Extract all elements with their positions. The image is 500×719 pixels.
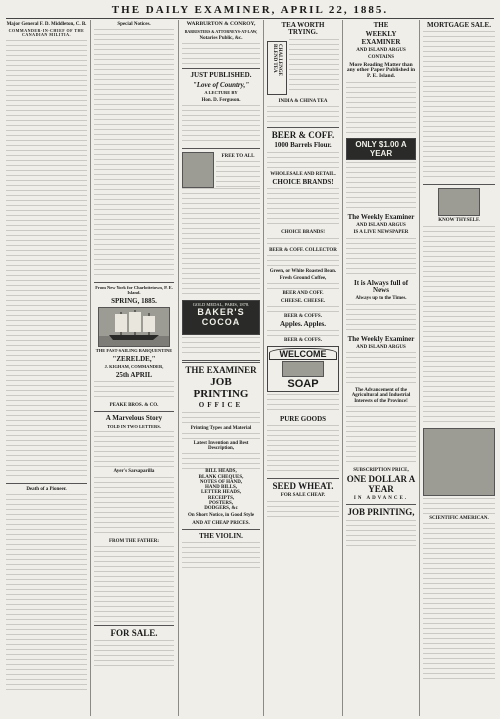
- col4-pure-goods: PURE GOODS: [279, 414, 327, 423]
- col2-story-heading: A Marvelous Story: [105, 414, 163, 423]
- col2-ship-sub: THE FAST-SAILING BARQUENTINE: [95, 348, 173, 354]
- job-list-item: RECEIPTS,: [207, 495, 235, 501]
- col5-the: THE: [373, 21, 389, 29]
- col5-full-of-news: It is Always full of News: [353, 278, 409, 295]
- cocoa-gold-medal: GOLD MEDAL, PARIS, 1878.: [192, 301, 250, 307]
- col3-firm-sub2: Notaries Public, &c.: [199, 35, 243, 41]
- column-5: [344, 20, 418, 716]
- column-2: [92, 20, 176, 716]
- col3-job-list: [182, 469, 260, 511]
- col5-job-printing: JOB PRINTING,: [347, 507, 415, 518]
- masthead: [6, 2, 494, 19]
- col6-mortgage: MORTGAGE SALE.: [427, 21, 491, 29]
- col6-scientific: SCIENTIFIC AMERICAN.: [429, 515, 489, 521]
- col5-argus-3: AND ISLAND ARGUS: [356, 344, 406, 350]
- col5-in-advance: IN ADVANCE.: [353, 496, 409, 502]
- col4-cheese: CHEESE. CHEESE.: [280, 298, 326, 304]
- col4-flour: 1000 Barrels Flour.: [274, 141, 332, 150]
- cocoa-ad: [182, 300, 260, 335]
- col3-free-to-all: FREE TO ALL: [221, 153, 255, 159]
- col2-story-sub: TOLD IN TWO LETTERS.: [107, 423, 161, 429]
- col5-price: ONLY $1.00 A YEAR: [355, 139, 407, 158]
- col4-wholesale: WHOLESALE AND RETAIL.: [270, 171, 336, 177]
- col3-firm: WARBURTON & CONROY,: [186, 21, 256, 27]
- col3-job-printing: JOB PRINTING: [193, 376, 249, 400]
- col5-one-dollar: ONE DOLLAR A YEAR: [346, 474, 416, 494]
- col3-office: OFFICE: [198, 401, 244, 410]
- col4-fresh-coffee: Fresh Ground Coffee,: [279, 276, 327, 282]
- col3-violin: THE VIOLIN.: [199, 531, 243, 540]
- column-3: [180, 20, 262, 716]
- column-1: [4, 20, 89, 716]
- soap-welcome: WELCOME: [269, 348, 337, 360]
- col2-father: FROM THE FATHER:: [109, 538, 159, 544]
- col3-just-published: JUST PUBLISHED.: [190, 71, 252, 80]
- col5-contains: CONTAINS: [367, 55, 395, 61]
- col5-argus: AND ISLAND ARGUS: [356, 48, 406, 54]
- masthead-title: THE DAILY EXAMINER, APRIL 22, 1885.: [111, 4, 389, 16]
- col3-types: Printing Types and Material: [190, 425, 252, 431]
- col4-beer-coff-2: BEER & COFF. COLLECTOR: [269, 247, 337, 253]
- col2-ship-name: "ZERELDE,": [112, 354, 156, 363]
- job-list-item: BILL HEADS,: [205, 469, 237, 475]
- col4-seed-sale: FOR SALE CHEAP.: [280, 493, 326, 499]
- col3-lecture-author: Hon. D. Ferguson.: [201, 97, 241, 103]
- job-list-item: BLANK CHEQUES,: [198, 474, 244, 480]
- col5-weekly-examiner: WEEKLY EXAMINER: [361, 30, 401, 46]
- col2-ship-date: 25th APRIL: [115, 370, 153, 379]
- col4-tea-heading: TEA WORTH TRYING.: [281, 21, 325, 37]
- col3-lecture-by: A LECTURE BY: [204, 89, 238, 95]
- col5-price-box: [346, 138, 416, 160]
- col1-heading-death: Death of a Pioneer.: [26, 486, 67, 492]
- col2-ship-agent: PEAKE BROS. & CO.: [109, 403, 159, 409]
- col4-choice2: CHOICE BRANDS!: [281, 230, 325, 236]
- col2-notices-text: [94, 29, 174, 279]
- col5-argus-2: AND ISLAND ARGUS: [356, 223, 406, 229]
- col2-route: From New York for Charlottetown, P. E. Island.: [95, 285, 173, 295]
- col4-seed-wheat: SEED WHEAT.: [272, 481, 334, 491]
- col2-ship-title: SPRING, 1885.: [111, 296, 157, 305]
- col1-heading: Major General F. D. Middleton, C. B.: [6, 22, 87, 27]
- free-to-all-illustration: [182, 152, 214, 188]
- job-list-item: NOTES OF HAND,: [199, 479, 243, 485]
- col4-india-china: INDIA & CHINA TEA: [278, 98, 328, 104]
- col1-article-text: [6, 40, 87, 480]
- ship-illustration: [98, 307, 170, 347]
- col3-lecture-title: "Love of Country,": [192, 80, 250, 89]
- col5-more-reading: More Reading Matter than any other Paper Published in P. E. Island.: [346, 61, 416, 80]
- job-list-item: DODGERS, &c: [204, 506, 238, 512]
- col4-beer-coffs-2: BEER & COFFS.: [284, 338, 322, 344]
- col3-cheap: AND AT CHEAP PRICES.: [192, 520, 250, 526]
- job-list-item: POSTERS,: [208, 500, 234, 506]
- col3-examiner: THE EXAMINER: [185, 364, 257, 375]
- col4-apples: Apples. Apples.: [279, 320, 327, 329]
- col4-beer-coffs: BEER & COFFS.: [284, 313, 322, 319]
- column-6: [421, 20, 497, 716]
- col5-live-newspaper: IS A LIVE NEWSPAPER: [353, 230, 409, 236]
- col2-heading-notices: Special Notices.: [117, 22, 151, 27]
- col5-sub-price: SUBSCRIPTION PRICE,: [353, 467, 409, 473]
- col2-ship-cmd: J. KIGHAM, COMMANDER,: [104, 364, 164, 370]
- col1-subheading: COMMANDER-IN-CHIEF OF THE CANADIAN MILITIA.: [8, 28, 85, 38]
- col3-latest: Latest Invention and Best Description,: [193, 440, 249, 452]
- col5-advancement: The Advancement of the Agricultural and Industrial Interests of the Province!: [351, 388, 411, 404]
- col4-beer-coff-3: BEER AND COFF.: [282, 291, 324, 297]
- col1-article-text-2: [6, 494, 87, 694]
- col3-short-notice: On Short Notice, in Good Style: [187, 513, 255, 519]
- book-illustration: [423, 428, 495, 496]
- col5-weekly-2: The Weekly Examiner: [347, 212, 415, 221]
- col5-weekly-3: The Weekly Examiner: [347, 334, 415, 343]
- tea-label: CHALLENGE BLEND TEA: [272, 43, 282, 76]
- col4-beer-coff: BEER & COFF.: [271, 129, 335, 140]
- col5-up-to-times: Always up to the Times.: [355, 296, 407, 302]
- job-list-item: LETTER HEADS,: [200, 490, 241, 496]
- col6-know-thyself: KNOW THYSELF.: [438, 218, 480, 224]
- cocoa-brand: BAKER'S COCOA: [197, 306, 245, 327]
- col3-firm-sub: BARRISTERS & ATTORNEYS-AT-LAW,: [184, 28, 258, 34]
- col2-for-sale: FOR SALE.: [110, 627, 158, 638]
- col4-choice: CHOICE BRANDS!: [272, 177, 334, 186]
- column-4: [265, 20, 341, 716]
- soap-name: SOAP: [287, 377, 319, 390]
- welcome-soap-ad: [267, 346, 339, 392]
- job-list-item: HAND BILLS,: [205, 485, 237, 491]
- know-thyself-illustration: [438, 188, 480, 216]
- col4-green-beans: Green, or White Roasted Bean.: [269, 268, 337, 274]
- col2-sarsaparilla: Ayer's Sarsaparilla: [113, 469, 155, 475]
